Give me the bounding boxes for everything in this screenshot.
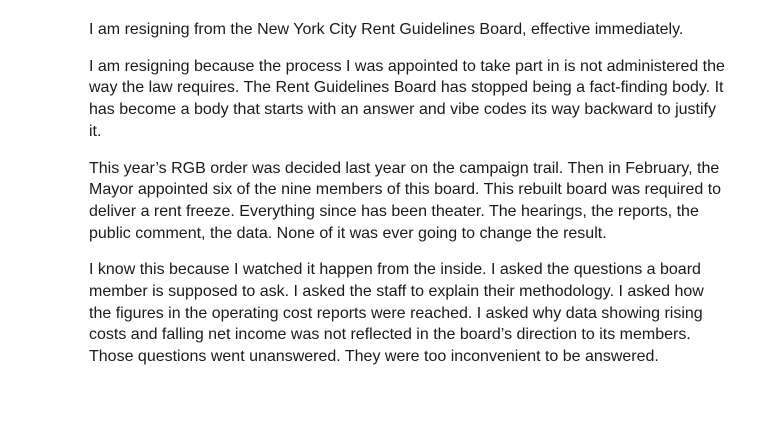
paragraph-inside-account: I know this because I watched it happen from the inside. I asked the questions a board member is supposed to ask. I asked the staff to explain their methodology. I asked how the figures in the operating cost reports were reached. I asked why data showing rising costs and falling net income was not reflected in the board’s direction to its members. Those questions went unanswered. They were too inconvenient to be answered. bbox=[89, 261, 704, 366]
paragraph-rgb-order: This year’s RGB order was decided last year on the campaign trail. Then in February, the Mayor appointed six of the nine members of this board. This rebuilt board was required to deliver a rent freeze. Everything since has been theater. The hearings, the reports, the public comment, the data. None of it was ever going to change the result. bbox=[89, 159, 722, 242]
paragraph-reason: I am resigning because the process I was appointed to take part in is not administered the way the law requires. The Rent Guidelines Board has stopped being a fact-finding body. It has become a body that starts with an answer and vibe codes its way backward to justify it. bbox=[89, 57, 725, 140]
paragraph-resignation-statement: I am resigning from the New York City Rent Guidelines Board, effective immediately. bbox=[89, 21, 684, 38]
resignation-letter-body bbox=[89, 19, 729, 383]
